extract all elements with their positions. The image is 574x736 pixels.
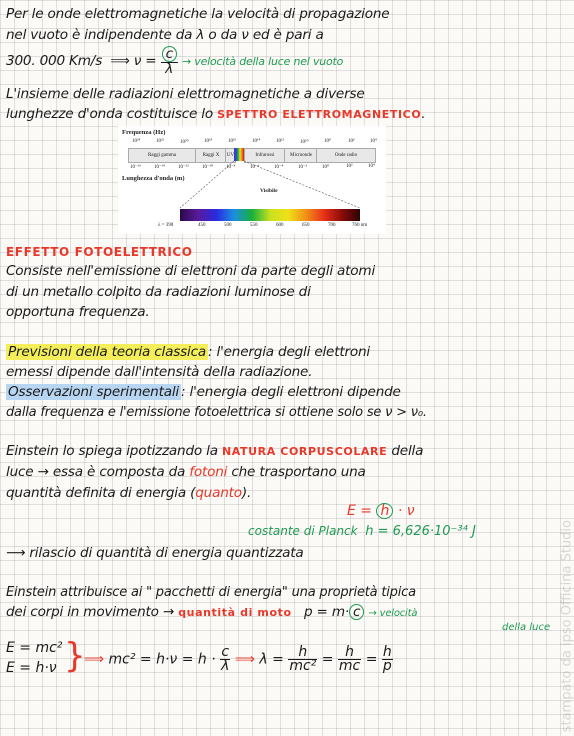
wl-tick: 10⁻¹²: [178, 165, 189, 170]
numerator: h: [382, 644, 392, 660]
einstein-line-2: [6, 464, 366, 481]
numerator: h: [288, 646, 317, 660]
spectrum-line: lunghezze d'onda costituisce lo SPETTRO ELETTROMAGNETICO.: [6, 106, 426, 122]
quantized-note: ⟶ rilascio di quantità di energia quantizzata: [6, 545, 304, 561]
text-line: dalla frequenza e l'emissione fotoelettrica si ottiene solo se ν > ν₀.: [6, 405, 427, 420]
formula-part: · ν: [397, 503, 415, 519]
text-fragment: dei corpi in movimento →: [6, 604, 175, 620]
fraction-h-over-mc: [338, 646, 361, 673]
text-fragment: luce → essa è composta da: [6, 464, 186, 480]
formula-nu: ⟹ ν =: [110, 53, 157, 69]
freq-tick: 10¹⁴: [252, 139, 261, 144]
planck-line: [248, 524, 476, 539]
band-gamma: Raggi gamma: [128, 148, 196, 163]
c-circled: c: [349, 604, 364, 620]
term-natura-corpuscolare: NATURA CORPUSCOLARE: [221, 445, 388, 458]
freq-tick: 10¹²: [276, 139, 284, 144]
text-line: di un metallo colpito da radiazioni luminose di: [6, 284, 311, 300]
fraction-c-over-lambda: [161, 46, 178, 76]
denominator: mc²: [289, 658, 317, 674]
text-fragment: Einstein lo spiega ipotizzando la: [6, 443, 218, 459]
brace: }: [64, 636, 86, 676]
arrow: ⟹: [234, 651, 255, 668]
text-line: Consiste nell'emissione di elettroni da parte degli atomi: [6, 263, 376, 279]
c-note: → velocità: [368, 608, 418, 619]
equals: =: [321, 651, 334, 668]
band-radio: Onde radio: [316, 148, 376, 163]
text-line: opportuna frequenza.: [6, 304, 150, 320]
band-infrared: Infrarossi: [244, 148, 286, 163]
classic-theory-line: [6, 344, 370, 361]
nm-tick: 650: [302, 223, 310, 228]
wl-tick: 10⁻¹⁰: [202, 165, 214, 170]
numerator: h: [338, 646, 361, 660]
formula-chain: [84, 646, 393, 673]
experimental-line: [6, 384, 401, 401]
freq-tick: 10⁶: [348, 139, 355, 144]
freq-tick: 10⁸: [324, 139, 331, 144]
band-uv: UV: [225, 148, 236, 163]
freq-tick: 10⁴: [370, 139, 377, 144]
freq-tick: 10²⁴: [132, 139, 141, 144]
formula-part: λ =: [259, 651, 284, 668]
term-fotoni: fotoni: [189, 464, 228, 480]
freq-tick: 10¹⁸: [204, 139, 213, 144]
frequency-label: Frequenza (Hz): [122, 129, 166, 136]
formula-part: E =: [347, 503, 373, 519]
text-fragment: : l'energia degli elettroni dipende: [181, 384, 401, 400]
nm-tick: 450: [198, 223, 206, 228]
lambda-symbol: λ: [165, 61, 174, 77]
highlight-observations: Osservazioni sperimentali: [8, 384, 180, 400]
text-fragment: della: [391, 443, 424, 459]
equals: =: [365, 651, 378, 668]
nm-tick: 700: [328, 223, 336, 228]
einstein-line-3: [6, 485, 251, 502]
formula-p: p = m·: [304, 604, 350, 620]
c-note-cont: della luce: [502, 622, 551, 633]
wl-tick: 10⁰: [322, 165, 330, 170]
einstein-line-1: [6, 443, 423, 460]
formula-e-hnu: E = h·ν: [6, 660, 57, 676]
text-fragment: lunghezze d'onda costituisce lo: [6, 106, 213, 122]
freq-tick: 10¹⁶: [228, 139, 237, 144]
text-line: Einstein attribuisce ai " pacchetti di energia" una proprietà tipica: [6, 585, 416, 600]
band-microwave: Microonde: [284, 148, 318, 163]
wl-tick: 10⁻¹⁶: [130, 165, 141, 170]
text-fragment: : l'energia degli elettroni: [208, 344, 370, 360]
text-line: L'insieme delle radiazioni elettromagnetiche a diverse: [6, 86, 365, 102]
denominator: λ: [221, 658, 230, 674]
section-title-fotoelettrico: [6, 244, 193, 261]
nm-tick: 760 nm: [352, 223, 368, 228]
formula-part: mc² = h·ν = h ·: [108, 651, 216, 668]
c-note: → velocità della luce nel vuoto: [181, 55, 344, 68]
wl-tick: 10⁻⁴: [274, 165, 284, 170]
term-quantita-di-moto: quantità di moto: [178, 606, 292, 619]
freq-tick: 10²²: [156, 139, 164, 144]
wl-tick: 10⁻⁸: [226, 165, 236, 170]
nm-tick: λ = 390: [158, 223, 174, 228]
fraction-h-over-mc2: [288, 646, 317, 673]
spectrum-figure: [118, 126, 386, 234]
term-quanto: quanto: [195, 485, 242, 501]
numerator: c: [221, 644, 230, 660]
planck-value: h = 6,626·10⁻³⁴ J: [365, 524, 476, 539]
wl-tick: 10⁻²: [298, 165, 308, 170]
planck-label: costante di Planck: [248, 524, 358, 538]
formula-e-mc2: E = mc²: [6, 640, 63, 656]
fraction-h-over-p: [382, 646, 393, 673]
highlight-classic-theory: Previsioni della teoria classica: [8, 344, 207, 360]
text-line: Per le onde elettromagnetiche la velocità di propagazione: [6, 6, 390, 22]
visible-spectrum-bar: [180, 209, 360, 221]
watermark: stampato da ipso Officina Studio: [559, 520, 574, 733]
nm-tick: 500: [224, 223, 232, 228]
speed-value: 300. 000 Km/s: [6, 53, 103, 69]
nm-tick: 600: [276, 223, 284, 228]
text-fragment: che trasportano una: [231, 464, 366, 480]
text-fragment: ).: [241, 485, 252, 501]
section-title: EFFETTO FOTOELETTRICO: [6, 245, 193, 259]
momentum-line: [6, 604, 417, 622]
fraction-c-over-lambda: [220, 646, 230, 673]
freq-tick: 10²⁰: [180, 140, 189, 145]
arrow: ⟹: [84, 651, 105, 668]
wl-tick: 10²: [346, 164, 353, 169]
wavelength-label: Lunghezza d'onda (m): [122, 175, 185, 182]
text-fragment: quantità definita di energia (: [6, 485, 196, 501]
c-circled: c: [162, 46, 177, 62]
denominator: mc: [338, 658, 361, 674]
band-xray: Raggi X: [195, 148, 227, 163]
wl-tick: 10⁴: [368, 164, 375, 169]
freq-tick: 10¹⁰: [300, 140, 309, 145]
visible-label: Visibile: [260, 188, 278, 194]
wl-tick: 10⁻¹⁴: [154, 165, 165, 170]
h-circled: h: [376, 503, 393, 519]
nm-tick: 550: [250, 223, 258, 228]
wl-tick: 10⁻⁶: [250, 165, 260, 170]
text-line: emessi dipende dall'intensità della radiazione.: [6, 364, 313, 380]
formula-e-h-nu: [347, 503, 415, 519]
speed-line: [6, 46, 343, 76]
text-line: nel vuoto è indipendente da λ o da ν ed è pari a: [6, 27, 324, 43]
term-spettro: SPETTRO ELETTROMAGNETICO: [217, 108, 422, 121]
denominator: p: [382, 658, 392, 674]
